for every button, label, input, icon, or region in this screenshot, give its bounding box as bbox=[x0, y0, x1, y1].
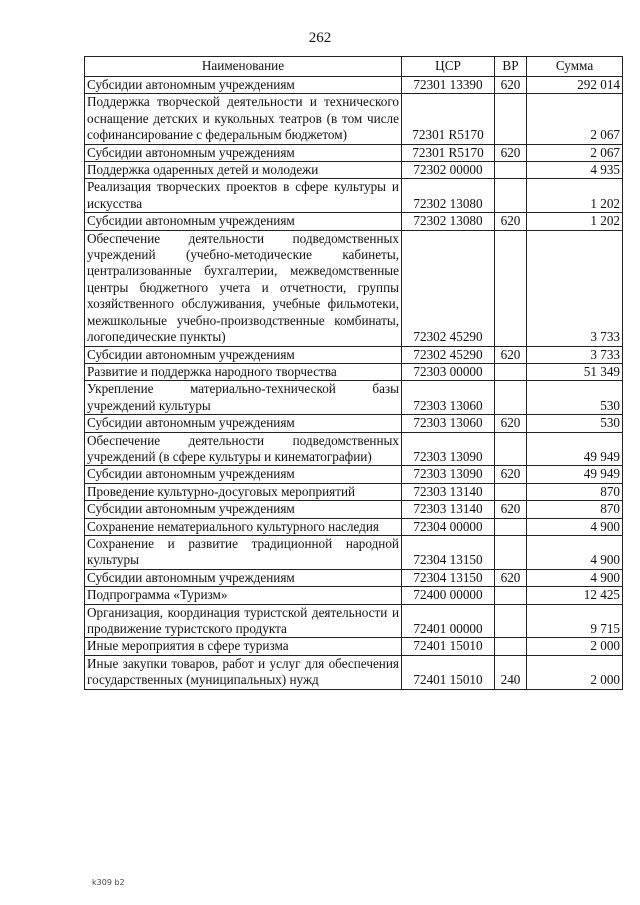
row-name: Субсидии автономным учреждениям bbox=[85, 466, 402, 483]
table-row bbox=[85, 346, 623, 363]
row-sum: 2 000 bbox=[527, 655, 623, 689]
row-name: Реализация творческих проектов в сфере культуры и искусства bbox=[85, 179, 402, 213]
row-sum: 870 bbox=[527, 483, 623, 500]
row-vr: 620 bbox=[495, 569, 527, 586]
table-row bbox=[85, 381, 623, 415]
row-csr: 72401 15010 bbox=[402, 638, 495, 655]
row-sum: 9 715 bbox=[527, 604, 623, 638]
row-sum: 2 000 bbox=[527, 638, 623, 655]
row-csr: 72401 00000 bbox=[402, 604, 495, 638]
row-name: Сохранение нематериального культурного наследия bbox=[85, 518, 402, 535]
row-name: Субсидии автономным учреждениям bbox=[85, 501, 402, 518]
table-row bbox=[85, 94, 623, 144]
table-row bbox=[85, 415, 623, 432]
row-vr: 620 bbox=[495, 466, 527, 483]
table-row bbox=[85, 483, 623, 500]
row-name: Субсидии автономным учреждениям bbox=[85, 144, 402, 161]
row-name: Субсидии автономным учреждениям bbox=[85, 77, 402, 94]
row-name: Проведение культурно-досуговых мероприятий bbox=[85, 483, 402, 500]
row-csr: 72303 13140 bbox=[402, 483, 495, 500]
table-row bbox=[85, 638, 623, 655]
header-name: Наименование bbox=[85, 57, 402, 77]
table-header-row bbox=[85, 57, 623, 77]
row-sum: 49 949 bbox=[527, 466, 623, 483]
row-csr: 72304 13150 bbox=[402, 535, 495, 569]
row-name: Организация, координация туристской деятельности и продвижение туристского продукта bbox=[85, 604, 402, 638]
row-vr bbox=[495, 535, 527, 569]
row-vr: 620 bbox=[495, 144, 527, 161]
row-sum: 3 733 bbox=[527, 346, 623, 363]
row-name: Субсидии автономным учреждениям bbox=[85, 213, 402, 230]
row-csr: 72303 13090 bbox=[402, 466, 495, 483]
row-sum: 4 900 bbox=[527, 518, 623, 535]
row-vr bbox=[495, 94, 527, 144]
row-name: Иные закупки товаров, работ и услуг для обеспечения государственных (муниципальных) нужд bbox=[85, 655, 402, 689]
row-vr bbox=[495, 638, 527, 655]
table-row bbox=[85, 179, 623, 213]
row-sum: 4 900 bbox=[527, 535, 623, 569]
table-row bbox=[85, 535, 623, 569]
table-row bbox=[85, 230, 623, 346]
row-vr bbox=[495, 363, 527, 380]
header-vr: ВР bbox=[495, 57, 527, 77]
table-row bbox=[85, 77, 623, 94]
header-csr: ЦСР bbox=[402, 57, 495, 77]
row-csr: 72304 13150 bbox=[402, 569, 495, 586]
row-csr: 72303 13090 bbox=[402, 432, 495, 466]
row-name: Сохранение и развитие традиционной народной культуры bbox=[85, 535, 402, 569]
row-sum: 49 949 bbox=[527, 432, 623, 466]
row-csr: 72302 13080 bbox=[402, 213, 495, 230]
row-csr: 72303 13140 bbox=[402, 501, 495, 518]
footer-code: k309 b2 bbox=[92, 878, 125, 887]
page-number: 262 bbox=[308, 30, 332, 46]
table-row bbox=[85, 569, 623, 586]
row-name: Подпрограмма «Туризм» bbox=[85, 587, 402, 604]
row-csr: 72302 13080 bbox=[402, 179, 495, 213]
table-row bbox=[85, 587, 623, 604]
row-csr: 72303 13060 bbox=[402, 381, 495, 415]
row-vr bbox=[495, 162, 527, 179]
row-name: Иные мероприятия в сфере туризма bbox=[85, 638, 402, 655]
row-csr: 72303 00000 bbox=[402, 363, 495, 380]
table-row bbox=[85, 144, 623, 161]
row-csr: 72304 00000 bbox=[402, 518, 495, 535]
row-vr bbox=[495, 518, 527, 535]
row-vr bbox=[495, 432, 527, 466]
row-name: Субсидии автономным учреждениям bbox=[85, 569, 402, 586]
table-row bbox=[85, 213, 623, 230]
row-name: Развитие и поддержка народного творчества bbox=[85, 363, 402, 380]
row-name: Укрепление материально-технической базы учреждений культуры bbox=[85, 381, 402, 415]
budget-table bbox=[84, 56, 623, 690]
row-csr: 72400 00000 bbox=[402, 587, 495, 604]
row-vr: 240 bbox=[495, 655, 527, 689]
table-row bbox=[85, 432, 623, 466]
row-sum: 1 202 bbox=[527, 213, 623, 230]
row-name: Обеспечение деятельности подведомственных учреждений (в сфере культуры и кинематографии) bbox=[85, 432, 402, 466]
table-row bbox=[85, 363, 623, 380]
row-name: Обеспечение деятельности подведомственных учреждений (учебно-методические кабинеты, централизованные бухгалтерии, межведомственные центры бюджетного учета и отчетности, группы хозяйственного обслуживания, учебные фильмотеки, межшкольные учебно-производственные комбинаты, логопедические пункты) bbox=[85, 230, 402, 346]
row-sum: 51 349 bbox=[527, 363, 623, 380]
row-vr bbox=[495, 483, 527, 500]
row-vr: 620 bbox=[495, 213, 527, 230]
row-csr: 72301 R5170 bbox=[402, 94, 495, 144]
row-csr: 72401 15010 bbox=[402, 655, 495, 689]
row-vr: 620 bbox=[495, 415, 527, 432]
row-vr bbox=[495, 587, 527, 604]
row-sum: 12 425 bbox=[527, 587, 623, 604]
header-sum: Сумма bbox=[527, 57, 623, 77]
row-vr bbox=[495, 381, 527, 415]
table-row bbox=[85, 162, 623, 179]
row-name: Субсидии автономным учреждениям bbox=[85, 415, 402, 432]
row-vr: 620 bbox=[495, 501, 527, 518]
row-sum: 2 067 bbox=[527, 94, 623, 144]
row-csr: 72303 13060 bbox=[402, 415, 495, 432]
table-row bbox=[85, 518, 623, 535]
row-vr: 620 bbox=[495, 346, 527, 363]
row-vr: 620 bbox=[495, 77, 527, 94]
row-vr bbox=[495, 179, 527, 213]
table-row bbox=[85, 501, 623, 518]
row-csr: 72302 45290 bbox=[402, 346, 495, 363]
row-vr bbox=[495, 230, 527, 346]
row-csr: 72302 45290 bbox=[402, 230, 495, 346]
table-row bbox=[85, 655, 623, 689]
row-sum: 530 bbox=[527, 381, 623, 415]
row-sum: 530 bbox=[527, 415, 623, 432]
row-sum: 2 067 bbox=[527, 144, 623, 161]
row-name: Субсидии автономным учреждениям bbox=[85, 346, 402, 363]
row-csr: 72301 R5170 bbox=[402, 144, 495, 161]
row-name: Поддержка творческой деятельности и технического оснащение детских и кукольных театров (в том числе софинансирование с федеральным бюджетом) bbox=[85, 94, 402, 144]
row-vr bbox=[495, 604, 527, 638]
row-csr: 72301 13390 bbox=[402, 77, 495, 94]
row-sum: 1 202 bbox=[527, 179, 623, 213]
row-sum: 292 014 bbox=[527, 77, 623, 94]
table-row bbox=[85, 604, 623, 638]
row-name: Поддержка одаренных детей и молодежи bbox=[85, 162, 402, 179]
row-csr: 72302 00000 bbox=[402, 162, 495, 179]
row-sum: 4 900 bbox=[527, 569, 623, 586]
row-sum: 870 bbox=[527, 501, 623, 518]
row-sum: 4 935 bbox=[527, 162, 623, 179]
table-row bbox=[85, 466, 623, 483]
row-sum: 3 733 bbox=[527, 230, 623, 346]
